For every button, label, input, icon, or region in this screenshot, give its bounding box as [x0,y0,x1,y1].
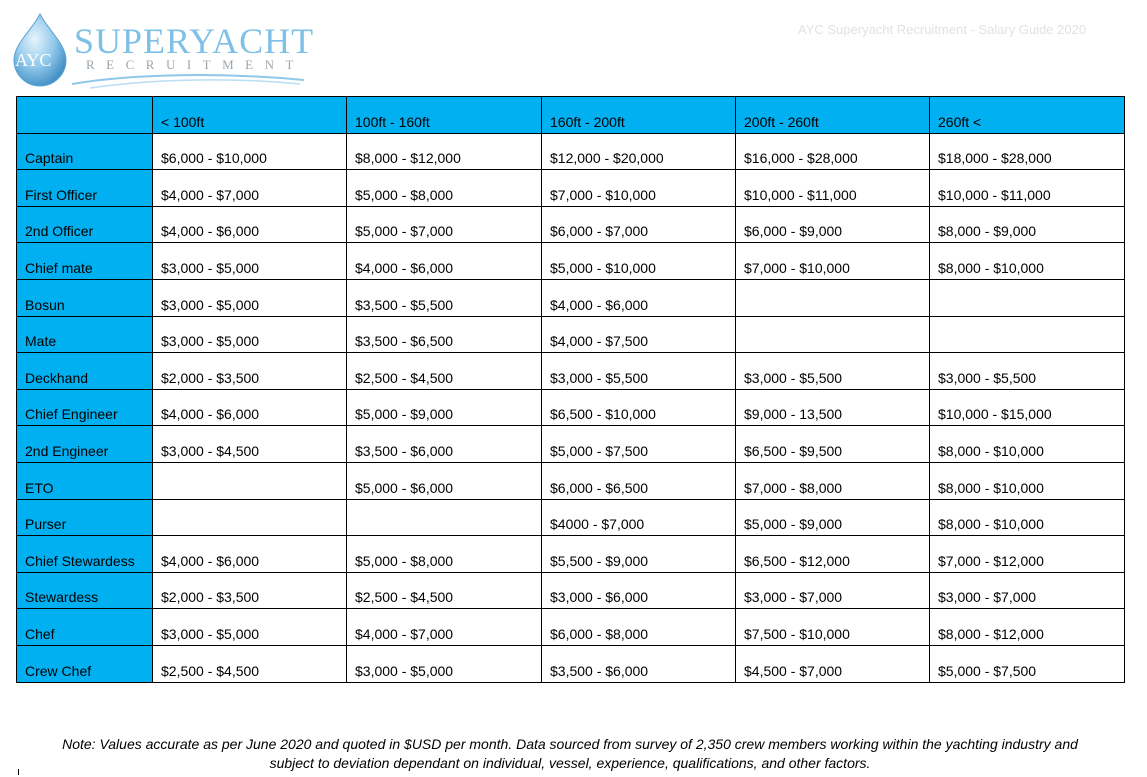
role-cell: Deckhand [17,353,153,390]
salary-cell: $6,000 - $10,000 [153,133,347,170]
salary-cell: $8,000 - $12,000 [347,133,542,170]
footnote-line-2: subject to deviation dependant on individual, vessel, experience, qualifications, and other factors. [269,755,871,771]
salary-cell: $5,000 - $8,000 [347,536,542,573]
salary-cell: $3,000 - $7,000 [736,572,930,609]
page-mark [18,769,19,775]
table-row [17,133,1125,170]
salary-cell: $5,000 - $10,000 [542,243,736,280]
role-cell: Chef [17,609,153,646]
salary-cell: $6,500 - $12,000 [736,536,930,573]
salary-cell: $10,000 - $11,000 [736,170,930,207]
column-header: < 100ft [153,97,347,134]
salary-cell: $3,500 - $6,000 [347,426,542,463]
salary-cell: $3,000 - $4,500 [153,426,347,463]
salary-cell: $5,000 - $7,000 [347,206,542,243]
column-header: 200ft - 260ft [736,97,930,134]
table-body [17,133,1125,682]
salary-cell: $4,000 - $7,000 [347,609,542,646]
salary-cell: $4,000 - $6,000 [542,279,736,316]
role-cell: Captain [17,133,153,170]
salary-cell: $4000 - $7,000 [542,499,736,536]
salary-cell: $5,000 - $6,000 [347,462,542,499]
salary-cell: $18,000 - $28,000 [930,133,1125,170]
salary-cell: $2,000 - $3,500 [153,353,347,390]
role-cell: Bosun [17,279,153,316]
salary-cell: $3,000 - $5,500 [542,353,736,390]
salary-cell: $3,000 - $5,500 [736,353,930,390]
salary-cell: $5,000 - $9,000 [347,389,542,426]
role-cell: Crew Chef [17,645,153,682]
salary-cell: $5,000 - $8,000 [347,170,542,207]
table-row [17,536,1125,573]
salary-cell: $2,500 - $4,500 [153,645,347,682]
salary-cell: $4,000 - $7,500 [542,316,736,353]
logo-wordmark: SUPERYACHT [74,21,315,61]
salary-cell: $7,500 - $10,000 [736,609,930,646]
salary-cell: $8,000 - $12,000 [930,609,1125,646]
salary-cell [736,316,930,353]
salary-cell: $5,000 - $7,500 [542,426,736,463]
salary-cell: $6,000 - $9,000 [736,206,930,243]
salary-cell: $2,500 - $4,500 [347,572,542,609]
salary-cell: $16,000 - $28,000 [736,133,930,170]
footnote-line-1: Note: Values accurate as per June 2020 and quoted in $USD per month. Data sourced from survey of 2,350 crew members working within the yachting industry and [62,736,1078,752]
salary-cell: $8,000 - $10,000 [930,462,1125,499]
role-cell: Purser [17,499,153,536]
salary-cell: $9,000 - 13,500 [736,389,930,426]
column-header: 100ft - 160ft [347,97,542,134]
table-row [17,353,1125,390]
role-cell: Chief Engineer [17,389,153,426]
salary-cell: $4,500 - $7,000 [736,645,930,682]
document-header-title: AYC Superyacht Recruitment - Salary Guide 2020 [798,22,1087,37]
logo-subtitle: RECRUITMENT [86,57,305,72]
role-cell: 2nd Officer [17,206,153,243]
salary-table [16,96,1125,683]
salary-cell: $4,000 - $6,000 [347,243,542,280]
table-row [17,316,1125,353]
table-row [17,170,1125,207]
role-cell: First Officer [17,170,153,207]
salary-cell: $8,000 - $10,000 [930,426,1125,463]
salary-cell: $6,000 - $6,500 [542,462,736,499]
table-row [17,609,1125,646]
salary-cell: $3,000 - $5,500 [930,353,1125,390]
table-row [17,279,1125,316]
salary-cell: $4,000 - $6,000 [153,536,347,573]
header-row [17,97,1125,134]
salary-cell: $5,000 - $7,500 [930,645,1125,682]
salary-cell [347,499,542,536]
salary-cell: $2,000 - $3,500 [153,572,347,609]
table-row [17,206,1125,243]
salary-cell: $12,000 - $20,000 [542,133,736,170]
salary-cell: $8,000 - $10,000 [930,243,1125,280]
role-cell: Chief mate [17,243,153,280]
role-cell: 2nd Engineer [17,426,153,463]
salary-cell [930,279,1125,316]
salary-cell: $6,000 - $7,000 [542,206,736,243]
salary-cell: $3,000 - $5,000 [153,316,347,353]
salary-cell: $3,500 - $6,000 [542,645,736,682]
salary-cell: $3,500 - $6,500 [347,316,542,353]
salary-cell: $3,000 - $5,000 [153,609,347,646]
table-header [17,97,1125,134]
table-row [17,572,1125,609]
salary-cell: $5,500 - $9,000 [542,536,736,573]
salary-cell: $7,000 - $8,000 [736,462,930,499]
salary-cell: $6,500 - $9,500 [736,426,930,463]
salary-cell: $10,000 - $11,000 [930,170,1125,207]
salary-cell [930,316,1125,353]
salary-cell [736,279,930,316]
salary-cell: $8,000 - $9,000 [930,206,1125,243]
logo-initials: AYC [15,50,52,70]
salary-cell: $3,500 - $5,500 [347,279,542,316]
role-cell: Stewardess [17,572,153,609]
salary-cell: $8,000 - $10,000 [930,499,1125,536]
table-row [17,645,1125,682]
salary-cell: $4,000 - $6,000 [153,206,347,243]
salary-cell [153,499,347,536]
role-cell: Mate [17,316,153,353]
salary-cell: $3,000 - $5,000 [347,645,542,682]
header-corner-cell [17,97,153,134]
salary-cell: $3,000 - $5,000 [153,279,347,316]
salary-cell: $5,000 - $9,000 [736,499,930,536]
wave-swoosh-icon [70,68,306,90]
salary-cell: $2,500 - $4,500 [347,353,542,390]
salary-cell: $3,000 - $6,000 [542,572,736,609]
salary-cell: $3,000 - $5,000 [153,243,347,280]
table-row [17,426,1125,463]
table-row [17,243,1125,280]
salary-cell: $4,000 - $6,000 [153,389,347,426]
salary-cell: $7,000 - $12,000 [930,536,1125,573]
salary-cell: $6,000 - $8,000 [542,609,736,646]
salary-cell: $4,000 - $7,000 [153,170,347,207]
salary-cell: $6,500 - $10,000 [542,389,736,426]
salary-cell [153,462,347,499]
column-header: 160ft - 200ft [542,97,736,134]
salary-cell: $3,000 - $7,000 [930,572,1125,609]
salary-cell: $10,000 - $15,000 [930,389,1125,426]
table-row [17,389,1125,426]
salary-cell: $7,000 - $10,000 [542,170,736,207]
table-row [17,499,1125,536]
salary-cell: $7,000 - $10,000 [736,243,930,280]
role-cell: Chief Stewardess [17,536,153,573]
footnote [20,735,1120,773]
company-logo [8,12,315,92]
table-row [17,462,1125,499]
column-header: 260ft < [930,97,1125,134]
role-cell: ETO [17,462,153,499]
